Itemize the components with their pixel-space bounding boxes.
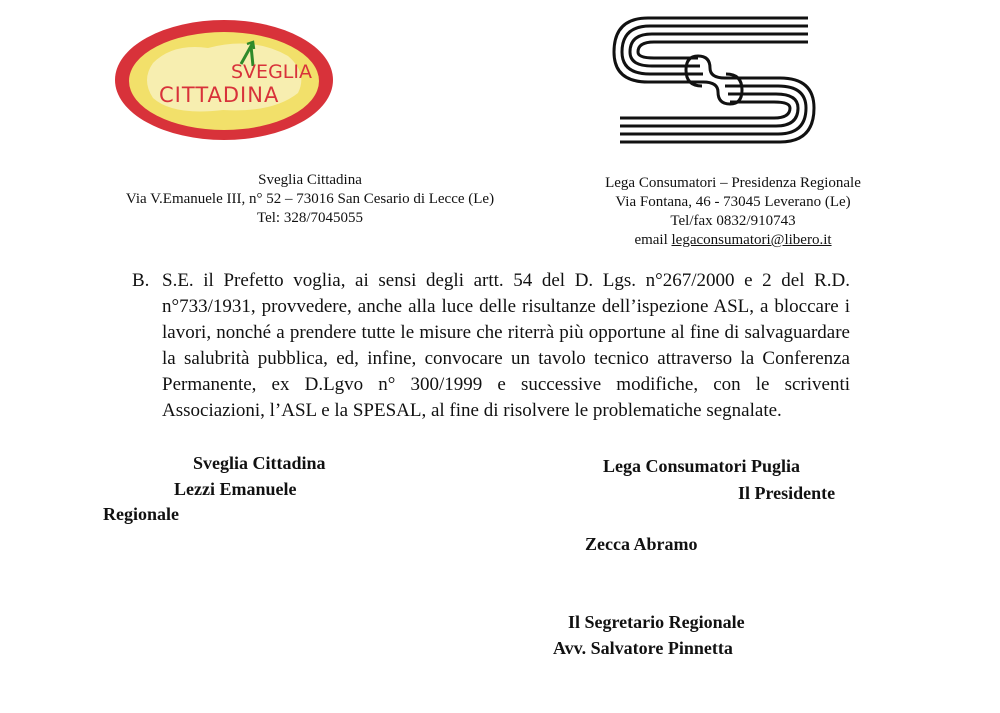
secretary-name: Avv. Salvatore Pinnetta — [553, 638, 733, 658]
header-right-telfax: Tel/fax 0832/910743 — [670, 213, 796, 229]
signature-right-name: Zecca Abramo — [585, 534, 698, 554]
body-paragraph: S.E. il Prefetto voglia, ai sensi degli artt. 54 del D. Lgs. n°267/2000 e 2 del R.D. n°733/1931, provvedere, anche alla luce delle risultanze dell’ispezione ASL, a bloccare i lavori, nonché a prendere tutte le misure che riterrà più opportune al fine di salvaguardare la salubrità pubblica, ed, infine, convocare un tavolo tecnico attraverso la Conferenza Permanente, ex D.Lgvo n° 300/1999 e successive modifiche, con le scriventi Associazioni, l’ASL e la SPESAL, al fine di risolvere le problematiche segnalate. — [162, 270, 850, 421]
header-left-tel: Tel: 328/7045055 — [256, 210, 364, 226]
signature-right-org: Lega Consumatori Puglia — [603, 456, 801, 476]
header-left — [90, 171, 530, 228]
email-label: email — [634, 232, 672, 248]
header-right — [548, 174, 918, 250]
secretary-role: Il Segretario Regionale — [568, 612, 745, 632]
logo-text-sveglia: SVEGLIA — [231, 61, 312, 83]
lega-consumatori-logo — [608, 12, 820, 148]
sveglia-cittadina-logo — [113, 18, 335, 142]
paragraph-marker: B. — [132, 270, 150, 291]
header-left-name: Sveglia Cittadina — [258, 172, 362, 188]
signature-left-extra: Regionale — [103, 504, 179, 524]
email-link[interactable]: legaconsumatori@libero.it — [671, 232, 832, 248]
header-right-email-line — [548, 231, 918, 250]
header-left-address: Via V.Emanuele III, n° 52 – 73016 San Cesario di Lecce (Le) — [125, 191, 495, 207]
header-right-address: Via Fontana, 46 - 73045 Leverano (Le) — [615, 194, 851, 210]
header-right-name: Lega Consumatori – Presidenza Regionale — [605, 175, 861, 191]
signature-left-org: Sveglia Cittadina — [193, 453, 326, 473]
signature-right-role: Il Presidente — [738, 483, 836, 503]
signature-left-name: Lezzi Emanuele — [174, 479, 297, 499]
logo-text-cittadina: CITTADINA — [159, 83, 280, 107]
